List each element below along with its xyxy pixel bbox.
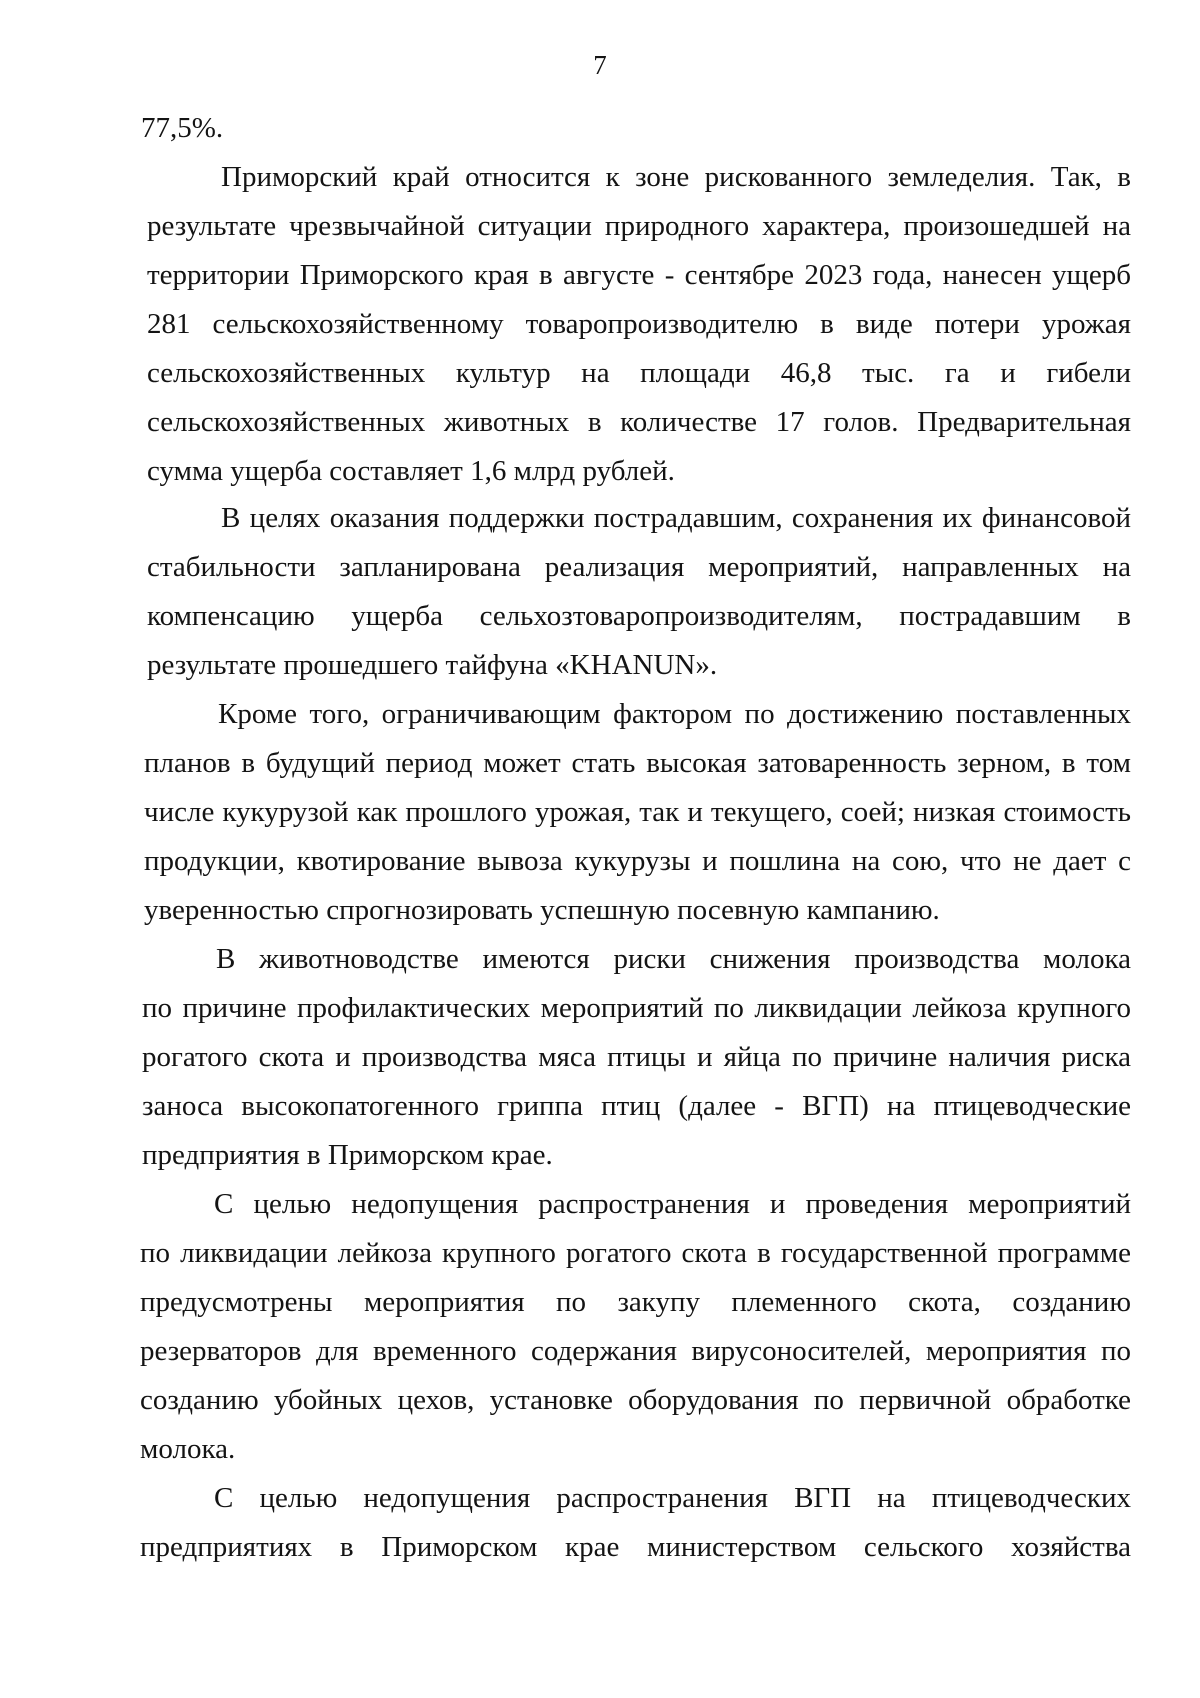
text-line: заноса высокопатогенного гриппа птиц (далее - ВГП) на птицеводческие: [142, 1090, 1131, 1122]
text-line: предприятиях в Приморском крае министерством сельского хозяйства: [140, 1531, 1131, 1563]
text-line: В животноводстве имеются риски снижения производства молока: [216, 943, 1131, 975]
text-line: резерваторов для временного содержания вирусоносителей, мероприятия по: [140, 1335, 1131, 1367]
text-line: 281 сельскохозяйственному товаропроизводителю в виде потери урожая: [147, 308, 1131, 340]
paragraph: [147, 153, 1131, 496]
text-line: предприятия в Приморском крае.: [142, 1139, 553, 1171]
text-line: С целью недопущения распространения и проведения мероприятий: [214, 1188, 1131, 1220]
text-line: продукции, квотирование вывоза кукурузы и пошлина на сою, что не дает с: [144, 845, 1131, 877]
text-line: В целях оказания поддержки пострадавшим, сохранения их финансовой: [221, 502, 1131, 534]
text-line: сельскохозяйственных культур на площади 46,8 тыс. га и гибели: [147, 357, 1131, 389]
paragraph: [144, 690, 1131, 935]
text-line: числе кукурузой как прошлого урожая, так и текущего, соей; низкая стоимость: [144, 796, 1131, 828]
text-line: Приморский край относится к зоне рискованного земледелия. Так, в: [221, 161, 1131, 193]
text-line: планов в будущий период может стать высокая затоваренность зерном, в том: [144, 747, 1131, 779]
document-body: [140, 104, 1131, 1572]
text-line: предусмотрены мероприятия по закупу племенного скота, созданию: [140, 1286, 1131, 1318]
text-line: результате чрезвычайной ситуации природного характера, произошедшей на: [147, 210, 1131, 242]
text-line: молока.: [140, 1433, 236, 1465]
text-line: результате прошедшего тайфуна «KHANUN».: [147, 649, 718, 681]
text-line: Кроме того, ограничивающим фактором по достижению поставленных: [218, 698, 1131, 730]
text-line: сумма ущерба составляет 1,6 млрд рублей.: [147, 455, 675, 487]
paragraph: [140, 1180, 1131, 1474]
text-line: по причине профилактических мероприятий по ликвидации лейкоза крупного: [142, 992, 1131, 1024]
text-line: уверенностью спрогнозировать успешную посевную кампанию.: [144, 894, 940, 926]
text-line: рогатого скота и производства мяса птицы и яйца по причине наличия риска: [142, 1041, 1131, 1073]
paragraph: [141, 104, 1131, 153]
text-line: по ликвидации лейкоза крупного рогатого скота в государственной программе: [140, 1237, 1131, 1269]
text-line: 77,5%.: [141, 112, 224, 144]
text-line: стабильности запланирована реализация мероприятий, направленных на: [147, 551, 1131, 583]
paragraph: [142, 935, 1131, 1180]
paragraph: [140, 1474, 1131, 1572]
page-number: 7: [593, 50, 607, 80]
text-line: С целью недопущения распространения ВГП на птицеводческих: [214, 1482, 1131, 1514]
text-line: компенсацию ущерба сельхозтоваропроизводителям, пострадавшим в: [147, 600, 1131, 632]
text-line: созданию убойных цехов, установке оборудования по первичной обработке: [140, 1384, 1131, 1416]
text-line: сельскохозяйственных животных в количестве 17 голов. Предварительная: [147, 406, 1131, 438]
paragraph: [147, 494, 1131, 690]
text-line: территории Приморского края в августе - сентябре 2023 года, нанесен ущерб: [147, 259, 1131, 291]
